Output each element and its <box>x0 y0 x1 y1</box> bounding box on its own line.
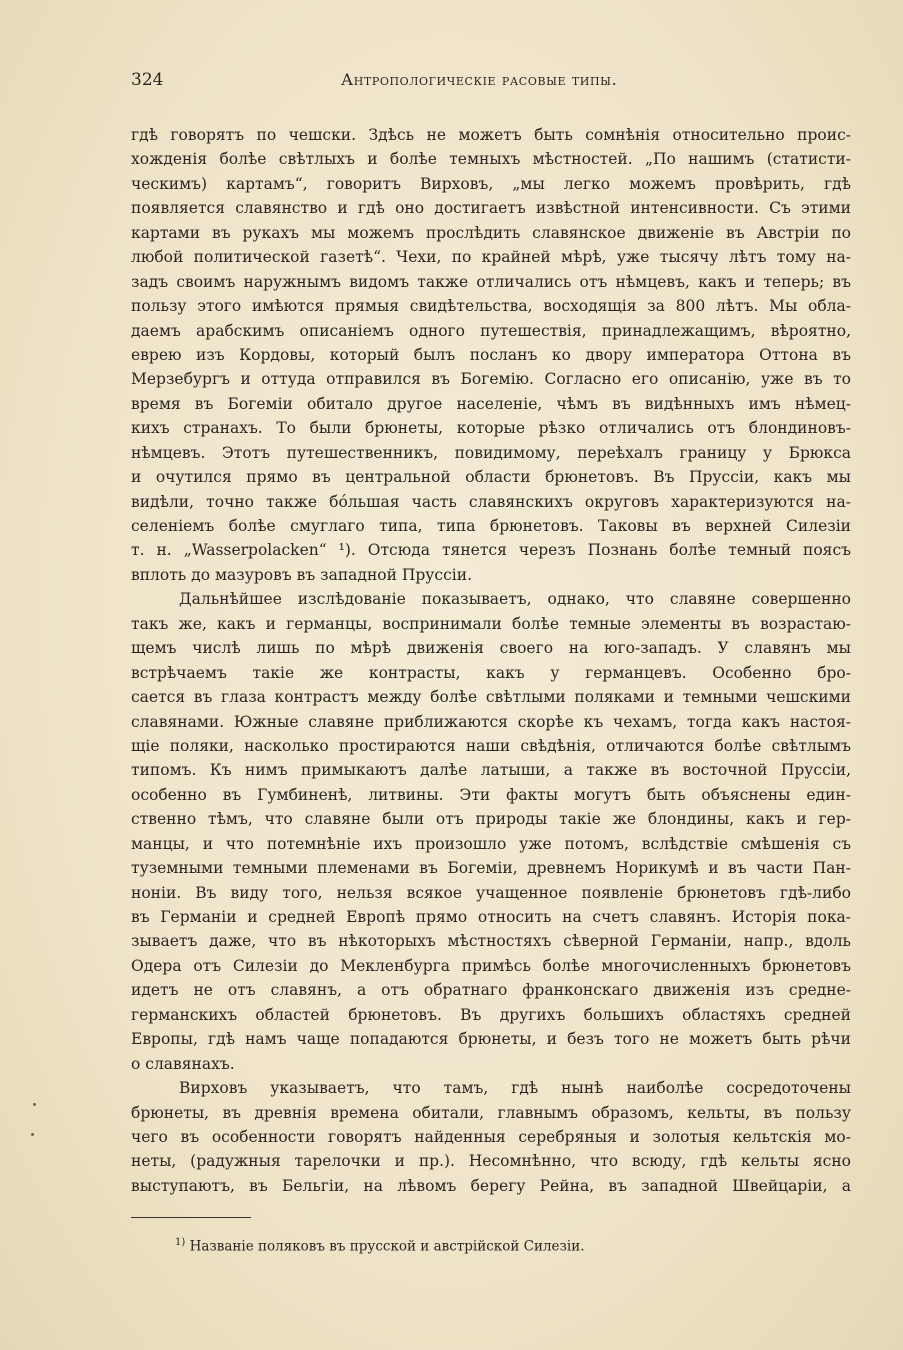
text-line: щіе поляки, насколько простираются наши свѣдѣнія, отличаются болѣе свѣтлымъ <box>131 736 851 755</box>
page-speck <box>33 1103 36 1106</box>
page-number: 324 <box>131 70 164 90</box>
text-line: неты, (радужныя тарелочки и пр.). Несомнѣнно, что всюду, гдѣ кельты ясно <box>131 1152 851 1171</box>
text-line: зываетъ даже, что въ нѣкоторыхъ мѣстностяхъ сѣверной Германіи, напр., вдоль <box>131 932 851 951</box>
text-line: видѣли, точно также бóльшая часть славянскихъ округовъ характеризуются на- <box>131 492 851 511</box>
text-line: въ Германіи и средней Европѣ прямо относить на счетъ славянъ. Исторія пока- <box>131 908 851 926</box>
text-line: ноніи. Въ виду того, нельзя всякое учащенное появленіе брюнетовъ гдѣ-либо <box>131 883 851 902</box>
text-line: селеніемъ болѣе смуглаго типа, типа брюнетовъ. Таковы въ верхней Силезіи <box>131 517 851 535</box>
text-line: хожденія болѣе свѣтлыхъ и болѣе темныхъ мѣстностей. „По нашимъ (статисти- <box>131 150 851 169</box>
text-line: любой политической газетѣ“. Чехи, по крайней мѣрѣ, уже тысячу лѣтъ тому на- <box>131 248 851 267</box>
text-line: кихъ странахъ. То были брюнеты, которые рѣзко отличались отъ блондиновъ- <box>131 419 851 438</box>
text-line: т. н. „Wasserpolacken“ ¹). Отсюда тянется черезъ Познань болѣе темный поясъ <box>131 541 851 560</box>
text-line: ческимъ) картамъ“, говоритъ Вирховъ, „мы легко можемъ провѣрить, гдѣ <box>131 174 851 193</box>
text-line: Одера отъ Силезіи до Мекленбурга примѣсь болѣе многочисленныхъ брюнетовъ <box>131 956 851 975</box>
text-line: время въ Богеміи обитало другое населеніе, чѣмъ въ видѣнныхъ имъ нѣмец- <box>131 394 851 413</box>
paragraph-first-line: Вирховъ указываетъ, что тамъ, гдѣ нынѣ наиболѣе сосредоточены <box>179 1079 851 1098</box>
text-line: особенно въ Гумбиненѣ, литвины. Эти факты могутъ быть объяснены един- <box>131 785 851 804</box>
text-line: идетъ не отъ славянъ, а отъ обратнаго франконскаго движенія изъ средне- <box>131 981 851 1000</box>
text-line: манцы, и что потемнѣніе ихъ произошло уже потомъ, вслѣдствіе смѣшенія съ <box>131 834 851 853</box>
footnote <box>175 1237 585 1255</box>
text-line: и очутился прямо въ центральной области брюнетовъ. Въ Пруссіи, какъ мы <box>131 468 851 487</box>
text-line: славянами. Южные славяне приближаются скорѣе къ чехамъ, тогда какъ настоя- <box>131 712 851 731</box>
text-line: пользу этого имѣются прямыя свидѣтельства, восходящія за 800 лѣтъ. Мы обла- <box>131 297 851 316</box>
text-line: задъ своимъ наружнымъ видомъ также отличались отъ нѣмцевъ, какъ и теперь; въ <box>131 272 851 291</box>
text-line: германскихъ областей брюнетовъ. Въ другихъ большихъ областяхъ средней <box>131 1005 851 1024</box>
footnote-rule <box>131 1217 251 1218</box>
text-line: о славянахъ. <box>131 1054 235 1073</box>
running-title: Антропологическіе расовые типы. <box>341 70 618 89</box>
running-head <box>131 70 851 96</box>
text-line: ственно тѣмъ, что славяне были отъ природы такіе же блондины, какъ и гер- <box>131 810 851 829</box>
text-line: брюнеты, въ древнія времена обитали, главнымъ образомъ, кельты, въ пользу <box>131 1103 851 1122</box>
text-line: щемъ числѣ лишь по мѣрѣ движенія своего на юго-западъ. У славянъ мы <box>131 639 851 658</box>
text-line: типомъ. Къ нимъ примыкаютъ далѣе латыши, а также въ восточной Пруссіи, <box>131 761 851 780</box>
text-line: чего въ особенности говорятъ найденныя серебряныя и золотыя кельтскія мо- <box>131 1127 851 1146</box>
text-line: такъ же, какъ и германцы, воспринимали болѣе темные элементы въ возрастаю- <box>131 614 851 633</box>
page-speck <box>31 1133 34 1136</box>
footnote-marker: 1) <box>175 1237 186 1248</box>
text-line: картами въ рукахъ мы можемъ прослѣдить славянское движеніе въ Австріи по <box>131 223 851 242</box>
text-line: гдѣ говорятъ по чешски. Здѣсь не можетъ быть сомнѣнія относительно проис- <box>131 126 851 144</box>
text-line: выступаютъ, въ Бельгіи, на лѣвомъ берегу Рейна, въ западной Швейцаріи, а <box>131 1176 851 1195</box>
text-line: туземными темными племенами въ Богеміи, древнемъ Норикумѣ и въ части Пан- <box>131 859 851 878</box>
text-line: Европы, гдѣ намъ чаще попадаются брюнеты, и безъ того не можетъ быть рѣчи <box>131 1030 851 1049</box>
footnote-text: Названіе поляковъ въ прусской и австрійской Силезіи. <box>189 1238 585 1255</box>
text-line: даемъ арабскимъ описаніемъ одного путешествія, принадлежащимъ, вѣроятно, <box>131 321 851 340</box>
text-line: вплоть до мазуровъ въ западной Пруссіи. <box>131 565 472 584</box>
body-text <box>131 123 851 1198</box>
text-line: появляется славянство и гдѣ оно достигаетъ извѣстной интенсивности. Съ этими <box>131 199 851 218</box>
text-line: Мерзебургъ и оттуда отправился въ Богемію. Согласно его описанію, уже въ то <box>131 370 851 389</box>
text-line: сается въ глаза контрастъ между болѣе свѣтлыми поляками и темными чешскими <box>131 688 851 707</box>
text-line: нѣмцевъ. Этотъ путешественникъ, повидимому, переѣхалъ границу у Брюкса <box>131 443 851 462</box>
text-line: еврею изъ Кордовы, который былъ посланъ ко двору императора Оттона въ <box>131 345 851 364</box>
text-line: встрѣчаемъ такіе же контрасты, какъ у германцевъ. Особенно бро- <box>131 663 851 682</box>
paragraph-first-line: Дальнѣйшее изслѣдованіе показываетъ, однако, что славяне совершенно <box>179 590 851 609</box>
